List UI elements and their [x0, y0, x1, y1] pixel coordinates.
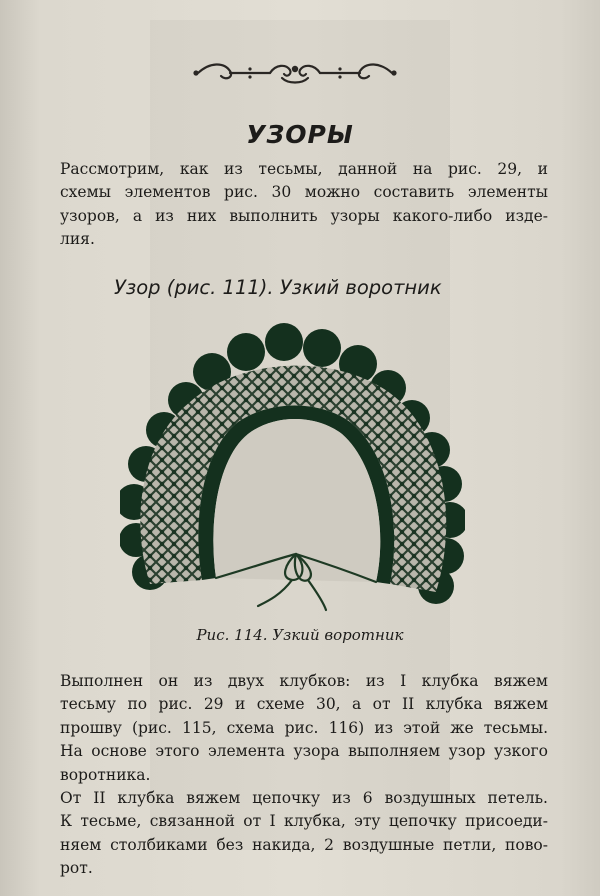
text-line: тесьму по рис. 29 и схеме 30, а от II клубка вяжем: [60, 695, 548, 714]
body-paragraph: [60, 787, 548, 881]
figure-caption: Рис. 114. Узкий воротник: [196, 626, 404, 644]
text-line: Выполнен он из двух клубков: из I клубка вяжем: [60, 672, 548, 690]
section-title: УЗОРЫ: [246, 120, 354, 149]
decorative-divider-icon: [190, 60, 400, 86]
text-line: схемы элементов рис. 30 можно составить элементы: [60, 183, 548, 202]
body-paragraph: [60, 670, 548, 787]
pattern-subtitle: Узор (рис. 111). Узкий воротник: [114, 276, 442, 299]
text-line: Рассмотрим, как из тесьмы, данной на рис. 29, и: [60, 160, 548, 178]
text-line: От II клубка вяжем цепочку из 6 воздушных петель.: [60, 789, 548, 807]
crochet-collar-photo: [120, 322, 465, 622]
text-line: няем столбиками без накида, 2 воздушные петли, пово-: [60, 835, 548, 854]
text-line: прошву (рис. 115, схема рис. 116) из этой же тесьмы.: [60, 718, 548, 737]
text-line: лия.: [60, 230, 95, 249]
text-line: рот.: [60, 859, 93, 878]
text-line: На основе этого элемента узора выполняем узор узкого: [60, 742, 548, 761]
intro-paragraph: [60, 158, 548, 252]
text-line: узоров, а из них выполнить узоры какого-либо изде-: [60, 206, 548, 225]
text-line: К тесьме, связанной от I клубка, эту цепочку присоеди-: [60, 812, 548, 831]
text-line: воротника.: [60, 765, 151, 784]
